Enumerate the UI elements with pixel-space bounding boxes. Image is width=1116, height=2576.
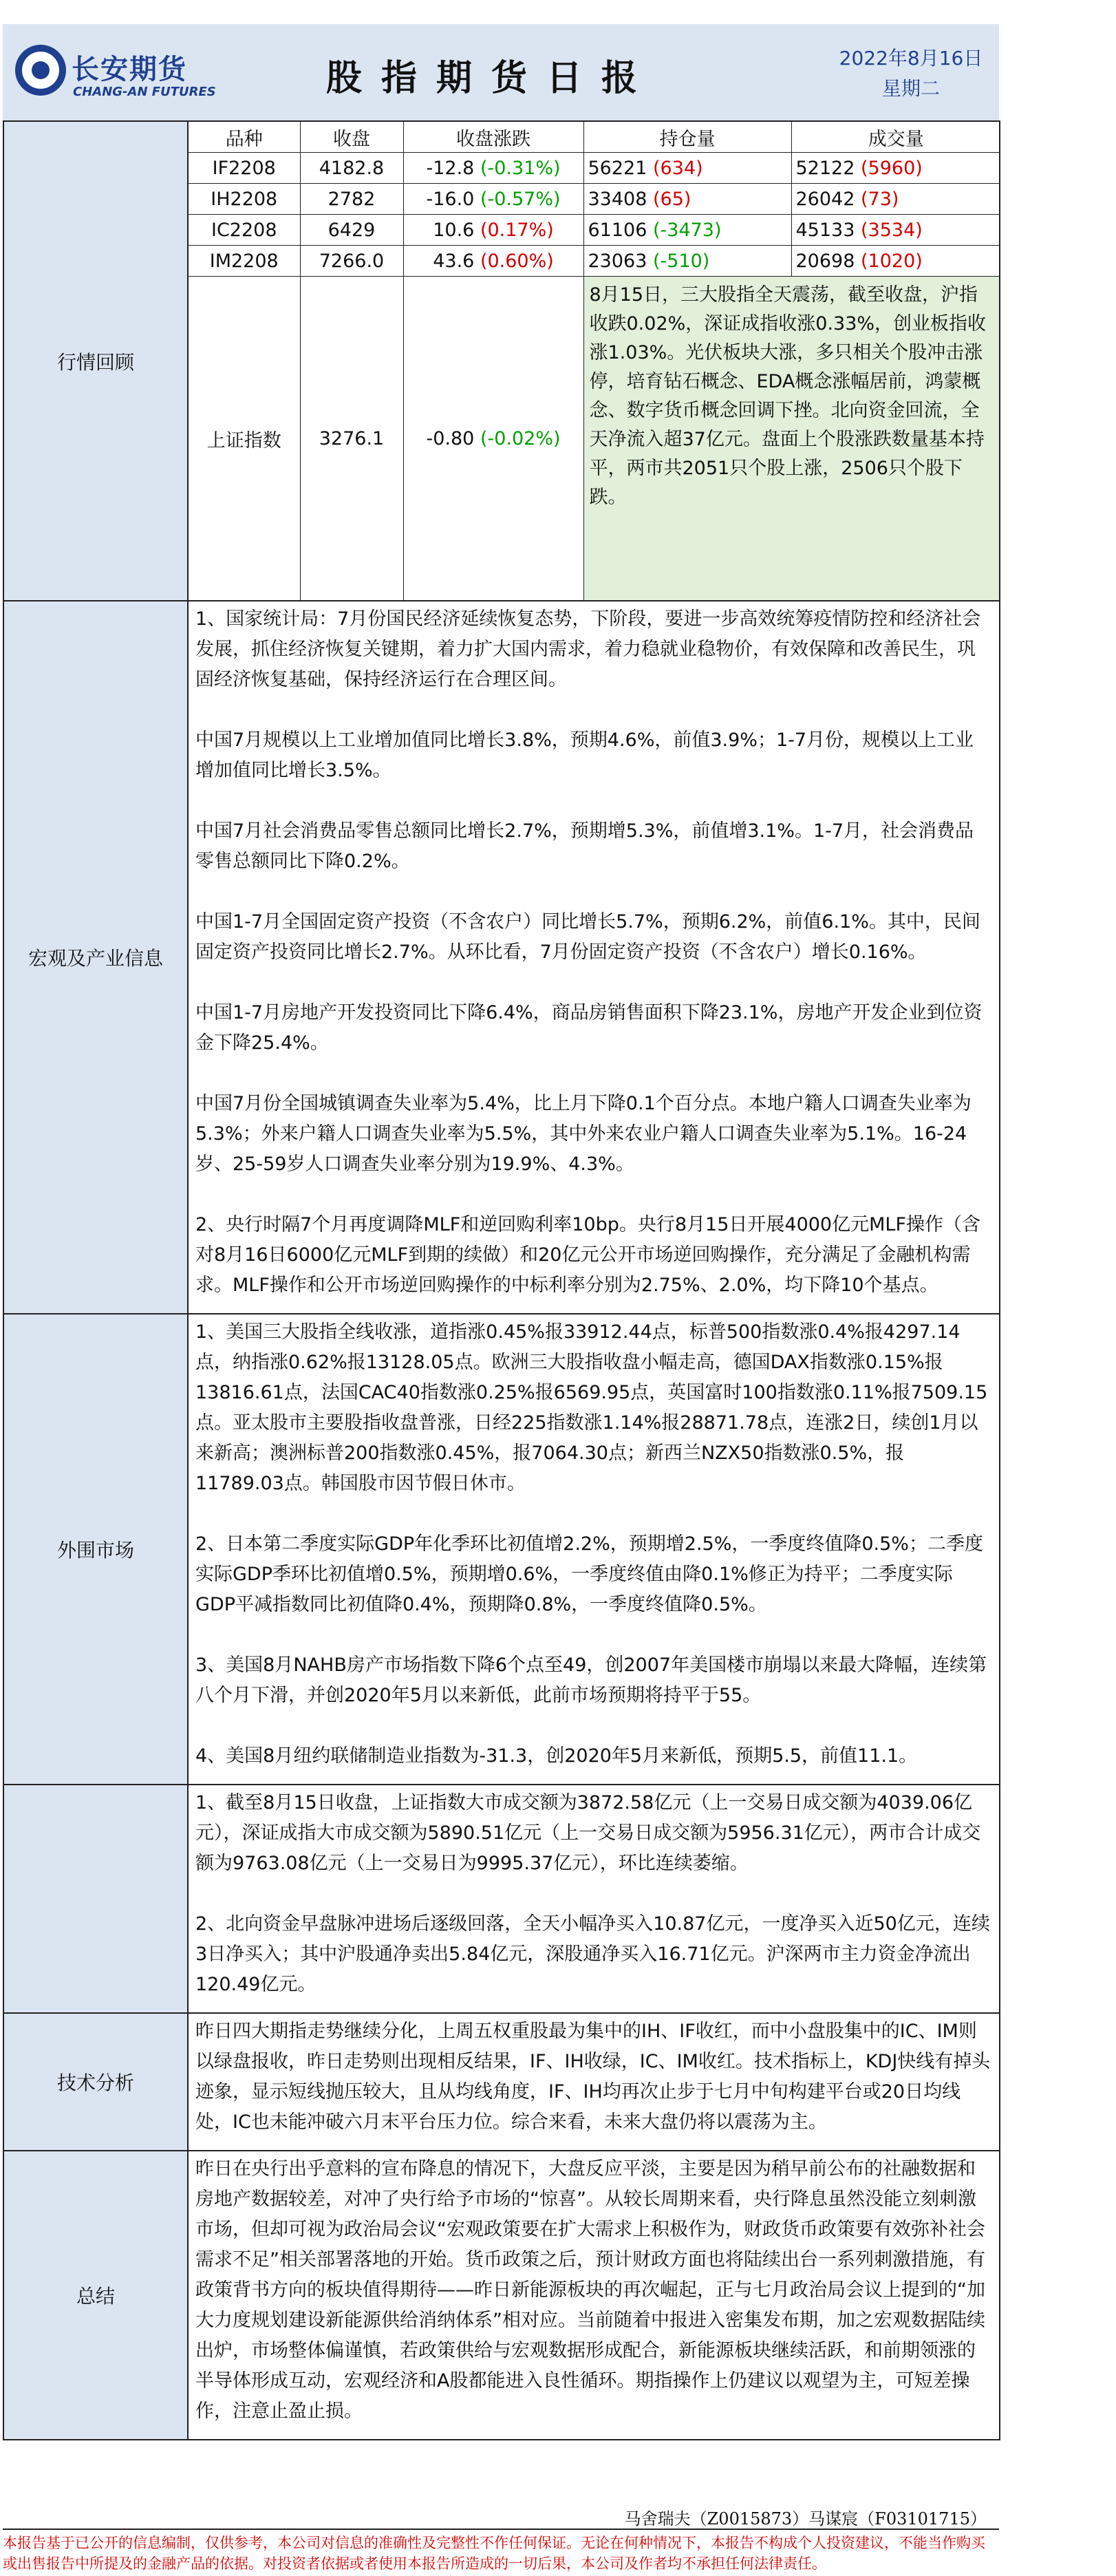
volume-value: 26042 <box>795 188 855 210</box>
price-change <box>403 246 583 277</box>
header-variety: 品种 <box>189 122 300 153</box>
volume-value: 45133 <box>795 219 855 241</box>
market-row <box>189 215 1000 246</box>
report-date <box>822 43 1000 104</box>
tech-label: 技术分析 <box>3 2013 188 2151</box>
open-interest-value: 56221 <box>588 157 647 179</box>
date-text: 2022年8月16日 <box>839 47 983 70</box>
tech-content <box>188 2013 1000 2151</box>
index-change <box>403 277 583 601</box>
header-open-interest: 持仓量 <box>583 122 791 153</box>
volume-value: 52122 <box>795 157 855 179</box>
open-interest-change: (634) <box>653 157 703 179</box>
price-change <box>403 215 583 246</box>
market-label: 行情回顾 <box>3 121 188 601</box>
report-header <box>3 24 999 120</box>
change-percent: (0.17%) <box>480 219 554 241</box>
foreign-label: 外围市场 <box>3 1314 188 1785</box>
open-interest-change: (65) <box>653 188 691 210</box>
funds-content <box>188 1785 1000 2013</box>
index-close: 3276.1 <box>300 277 403 601</box>
open-interest-change: (-3473) <box>653 219 722 241</box>
macro-paragraph: 中国7月份全国城镇调查失业率为5.4%，比上月下降0.1个百分点。本地户籍人口调查失业率为5.3%；外来户籍人口调查失业率为5.5%，其中外来农业户籍人口调查失业率为5.1%。16-24岁、25-59岁人口调查失业率分别为19.9%、4.3%。 <box>195 1093 972 1175</box>
market-row <box>189 184 1000 215</box>
foreign-content <box>188 1314 1000 1785</box>
tech-section <box>3 2013 1000 2151</box>
price-change <box>403 153 583 184</box>
macro-paragraph: 中国7月社会消费品零售总额同比增长2.7%，预期增5.3%，前值增3.1%。1-7月，社会消费品零售总额同比下降0.2%。 <box>195 820 974 872</box>
index-change-value: -0.80 <box>426 427 475 449</box>
foreign-paragraph: 1、美国三大股指全线收涨，道指涨0.45%报33912.44点，标普500指数涨0.4%报4297.14点，纳指涨0.62%报13128.05点。欧洲三大股指收盘小幅走高，德国DAX指数涨0.15%报13816.61点，法国CAC40指数涨0.25%报6569.95点，英国富时100指数涨0.11%报7509.15点。亚太股市主要股指收盘普涨，日经225指数涨1.14%报28871.78点，连涨2日，续创1月以来新高；澳洲标普200指数涨0.45%，报7064.30点；新西兰NZX50指数涨0.5%，报11789.03点。韩国股市因节假日休市。 <box>195 1321 988 1494</box>
logo-name-en: CHANG-AN FUTURES <box>73 85 216 99</box>
open-interest <box>583 153 791 184</box>
volume-change: (5960) <box>861 157 923 179</box>
report-table <box>3 120 1000 2440</box>
macro-paragraph: 中国1-7月房地产开发投资同比下降6.4%，商品房销售面积下降23.1%，房地产开发企业到位资金下降25.4%。 <box>195 1002 983 1054</box>
summary-paragraph: 昨日在央行出乎意料的宣布降息的情况下，大盘反应平淡，主要是因为稍早前公布的社融数据和房地产数据较差，对冲了央行给予市场的“惊喜”。从较长周期来看，央行降息虽然没能立刻刺激市场，但却可视为政治局会议“宏观政策要在扩大需求上积极作为，财政货币政策要有效弥补社会需求不足”相关部署落地的开始。货币政策之后，预计财政方面也将陆续出台一系列刺激措施，有政策背书方向的板块值得期待——昨日新能源板块的再次崛起，正与七月政治局会议上提到的“加大力度规划建设新能源供给消纳体系”相对应。当前随着中报进入密集发布期，加之宏观数据陆续出炉，市场整体偏谨慎，若政策供给与宏观数据形成配合，新能源板块继续活跃，和前期领涨的半导体形成互动，宏观经济和A股都能进入良性循环。期指操作上仍建议以观望为主，可短差操作，注意止盈止损。 <box>195 2158 985 2422</box>
open-interest-change: (-510) <box>653 250 710 272</box>
volume-change: (73) <box>861 188 899 210</box>
contract-name: IH2208 <box>189 184 300 215</box>
open-interest <box>583 184 791 215</box>
funds-paragraph: 2、北向资金早盘脉冲进场后逐级回落，全天小幅净买入10.87亿元，一度净买入近50亿元，连续3日净买入；其中沪股通净卖出5.84亿元，深股通净买入16.71亿元。沪深两市主力资金净流出120.49亿元。 <box>195 1913 990 1995</box>
change-value: -16.0 <box>426 188 475 210</box>
weekday-text: 星期二 <box>881 77 940 100</box>
summary-label: 总结 <box>3 2151 188 2440</box>
disclaimer-text: 本报告基于已公开的信息编制，仅供参考，本公司对信息的准确性及完整性不作任何保证。无论在何种情况下，本报告不构成个人投资建议，不能当作购买或出售报告中所提及的金融产品的依据。对投资者依据或者使用本报告所造成的一切后果，本公司及作者均不承担任何法律责任。 <box>3 2535 985 2572</box>
funds-label <box>3 1785 188 2013</box>
market-table <box>189 122 1000 600</box>
close-price: 2782 <box>300 184 403 215</box>
summary-content <box>188 2151 1000 2440</box>
change-value: -12.8 <box>426 157 475 179</box>
report-title: 股指期货日报 <box>325 58 656 99</box>
volume-value: 20698 <box>795 250 855 272</box>
macro-paragraph: 中国7月规模以上工业增加值同比增长3.8%，预期4.6%，前值3.9%；1-7月份，规模以上工业增加值同比增长3.5%。 <box>195 730 974 781</box>
funds-paragraph: 1、截至8月15日收盘，上证指数大市成交额为3872.58亿元（上一交易日成交额为4039.06亿元），深证成指大市成交额为5890.51亿元（上一交易日成交额为5956.31亿元），两市合计成交额为9763.08亿元（上一交易日为9995.37亿元），环比连续萎缩。 <box>195 1792 981 1874</box>
index-change-percent: (-0.02%) <box>480 427 561 449</box>
index-name: 上证指数 <box>189 277 300 601</box>
volume <box>791 246 1000 277</box>
foreign-paragraph: 2、日本第二季度实际GDP年化季环比初值增2.2%，预期增2.5%，一季度终值降0.5%；二季度实际GDP季环比初值增0.5%，预期增0.6%，一季度终值由降0.1%修正为持平；二季度实际GDP平减指数同比初值降0.4%，预期降0.8%，一季度终值降0.5%。 <box>195 1533 983 1615</box>
macro-content <box>188 601 1000 1314</box>
foreign-paragraph: 4、美国8月纽约联储制造业指数为-31.3，创2020年5月来新低，预期5.5，前值11.1。 <box>195 1745 918 1767</box>
tech-paragraph: 昨日四大期指走势继续分化，上周五权重股最为集中的IH、IF收红，而中小盘股集中的IC、IM则以绿盘报收，昨日走势则出现相反结果，IF、IH收绿，IC、IM收红。技术指标上，KDJ快线有掉头迹象，显示短线抛压较大，且从均线角度，IF、IH均再次止步于七月中旬构建平台或20日均线处，IC也未能冲破六月末平台压力位。综合来看，未来大盘仍将以震荡为主。 <box>195 2021 991 2133</box>
footer-divider <box>3 2529 999 2530</box>
price-change <box>403 184 583 215</box>
macro-paragraph: 中国1-7月全国固定资产投资（不含农户）同比增长5.7%，预期6.2%，前值6.1%。其中，民间固定资产投资同比增长2.7%。从环比看，7月份固定资产投资（不含农户）增长0.16%。 <box>195 911 980 963</box>
funds-section <box>3 1785 1000 2013</box>
summary-section <box>3 2151 1000 2440</box>
market-header-row <box>189 122 1000 153</box>
macro-label: 宏观及产业信息 <box>3 601 188 1314</box>
volume-change: (3534) <box>861 219 923 241</box>
volume-change: (1020) <box>861 250 923 272</box>
header-volume: 成交量 <box>791 122 1000 153</box>
open-interest <box>583 246 791 277</box>
market-commentary: 8月15日，三大股指全天震荡，截至收盘，沪指收跌0.02%，深证成指收涨0.33%，创业板指收涨1.03%。光伏板块大涨，多只相关个股冲击涨停，培育钻石概念、EDA概念涨幅居前，鸿蒙概念、数字货币概念回调下挫。北向资金回流，全天净流入超37亿元。盘面上个股涨跌数量基本持平，两市共2051只个股上涨，2506只个股下跌。 <box>583 277 1000 601</box>
open-interest-value: 33408 <box>588 188 647 210</box>
company-logo-icon <box>15 45 66 96</box>
change-percent: (-0.31%) <box>480 157 561 179</box>
volume <box>791 215 1000 246</box>
market-row <box>189 246 1000 277</box>
open-interest-value: 23063 <box>588 250 647 272</box>
close-price: 6429 <box>300 215 403 246</box>
foreign-section <box>3 1314 1000 1785</box>
analyst-signers: 马舍瑞夫（Z0015873）马谋宸（F03101715） <box>624 2509 987 2529</box>
open-interest <box>583 215 791 246</box>
contract-name: IF2208 <box>189 153 300 184</box>
header-close: 收盘 <box>300 122 403 153</box>
macro-section <box>3 601 1000 1314</box>
close-price: 4182.8 <box>300 153 403 184</box>
contract-name: IM2208 <box>189 246 300 277</box>
change-value: 10.6 <box>433 219 475 241</box>
index-row <box>189 277 1000 601</box>
change-percent: (-0.57%) <box>480 188 561 210</box>
logo-name-cn: 长安期货 <box>72 54 187 85</box>
close-price: 7266.0 <box>300 246 403 277</box>
open-interest-value: 61106 <box>588 219 647 241</box>
change-percent: (0.60%) <box>480 250 554 272</box>
contract-name: IC2208 <box>189 215 300 246</box>
change-value: 43.6 <box>433 250 475 272</box>
market-content <box>188 121 1000 601</box>
market-section <box>3 121 1000 601</box>
macro-paragraph: 1、国家统计局：7月份国民经济延续恢复态势，下阶段，要进一步高效统筹疫情防控和经济社会发展，抓住经济恢复关键期，着力扩大国内需求，着力稳就业稳物价，有效保障和改善民生，巩固经济恢复基础，保持经济运行在合理区间。 <box>195 608 981 690</box>
market-row <box>189 153 1000 184</box>
macro-paragraph: 2、央行时隔7个月再度调降MLF和逆回购利率10bp。央行8月15日开展4000亿元MLF操作（含对8月16日6000亿元MLF到期的续做）和20亿元公开市场逆回购操作，充分满足了金融机构需求。MLF操作和公开市场逆回购操作的中标利率分别为2.75%、2.0%，均下降10个基点。 <box>195 1214 980 1296</box>
volume <box>791 153 1000 184</box>
foreign-paragraph: 3、美国8月NAHB房产市场指数下降6个点至49，创2007年美国楼市崩塌以来最大降幅，连续第八个月下滑，并创2020年5月以来新低，此前市场预期将持平于55。 <box>195 1654 987 1706</box>
header-change: 收盘涨跌 <box>403 122 583 153</box>
volume <box>791 184 1000 215</box>
